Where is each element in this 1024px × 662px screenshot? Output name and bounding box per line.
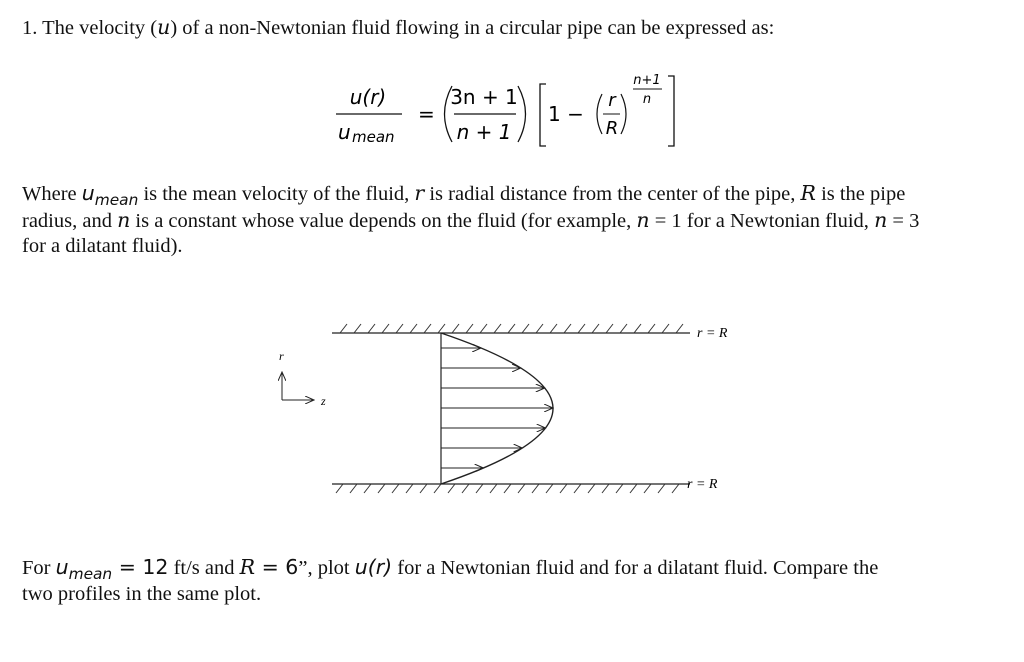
one-minus: 1 − <box>548 102 584 126</box>
problem-statement <box>22 15 774 41</box>
hatch-mark <box>536 324 543 333</box>
z-axis-label: z <box>321 394 326 408</box>
hatch-mark <box>466 324 473 333</box>
bottom-wall-label: r = R <box>687 477 718 492</box>
exponent-denominator: n <box>642 92 652 107</box>
hatch-mark <box>396 324 403 333</box>
hatch-mark <box>602 484 609 493</box>
hatch-mark <box>340 324 347 333</box>
hatch-mark <box>662 324 669 333</box>
hatch-mark <box>494 324 501 333</box>
hatch-mark <box>546 484 553 493</box>
hatch-mark <box>676 324 683 333</box>
r-denominator: R <box>605 118 619 139</box>
bottom-wall-hatching <box>336 484 679 493</box>
hatch-mark <box>508 324 515 333</box>
hatch-mark <box>452 324 459 333</box>
hatch-mark <box>420 484 427 493</box>
hatch-mark <box>644 484 651 493</box>
lhs-denominator-u: u <box>338 120 351 144</box>
hatch-mark <box>522 324 529 333</box>
hatch-mark <box>620 324 627 333</box>
hatch-mark <box>480 324 487 333</box>
hatch-mark <box>406 484 413 493</box>
hatch-mark <box>378 484 385 493</box>
right-paren <box>518 86 526 142</box>
hatch-mark <box>490 484 497 493</box>
where-line-2: radius, and n is a constant whose value depends on the fluid (for example, n = 1 for a Newtonian fluid, n = 3 <box>22 208 920 232</box>
hatch-mark <box>578 324 585 333</box>
final-line-1: For $u_{mean} = 12$ ft/s and R = 6”, plot u(r) for a Newtonian fluid and for a dilatant fluid. Compare the <box>22 555 879 584</box>
hatch-mark <box>350 484 357 493</box>
left-bracket <box>540 84 546 146</box>
velocity-symbol: u <box>157 15 171 39</box>
hatch-mark <box>634 324 641 333</box>
right-bracket <box>668 76 674 146</box>
lhs-numerator: u(r) <box>349 85 387 109</box>
hatch-mark <box>532 484 539 493</box>
lhs-denominator-sub: mean <box>352 128 395 146</box>
r-numerator: r <box>608 90 616 111</box>
final-paragraph <box>22 555 1012 607</box>
hatch-mark <box>434 484 441 493</box>
hatch-mark <box>648 324 655 333</box>
umean-symbol-2: u <box>55 555 69 579</box>
hatch-mark <box>574 484 581 493</box>
hatch-mark <box>382 324 389 333</box>
hatch-mark <box>606 324 613 333</box>
left-paren <box>445 86 453 142</box>
hatch-mark <box>462 484 469 493</box>
where-paragraph <box>22 181 1012 259</box>
hatch-mark <box>550 324 557 333</box>
r-axis-label: r <box>279 349 284 363</box>
hatch-mark <box>658 484 665 493</box>
small-right-paren <box>621 94 626 134</box>
small-left-paren <box>597 94 602 134</box>
where-line-1: Where $u_{mean}$ is the mean velocity of the fluid, r is radial distance from the center of the pipe, R is the pipe <box>22 181 906 210</box>
hatch-mark <box>476 484 483 493</box>
velocity-profile-curve <box>441 333 553 484</box>
hatch-mark <box>588 484 595 493</box>
hatch-mark <box>616 484 623 493</box>
where-line-3: for a dilatant fluid). <box>22 235 183 257</box>
problem-intro-a: The velocity ( <box>42 17 158 39</box>
hatch-mark <box>368 324 375 333</box>
hatch-mark <box>592 324 599 333</box>
final-line-2: two profiles in the same plot. <box>22 583 262 605</box>
hatch-mark <box>336 484 343 493</box>
exponent-numerator: n+1 <box>633 73 661 88</box>
frac-numerator: 3n + 1 <box>450 85 518 109</box>
frac-denominator: n + 1 <box>456 120 512 144</box>
hatch-mark <box>672 484 679 493</box>
umean-symbol: u <box>81 181 95 205</box>
top-wall-hatching <box>340 324 683 333</box>
hatch-mark <box>410 324 417 333</box>
hatch-mark <box>354 324 361 333</box>
top-wall-label: r = R <box>697 326 728 341</box>
hatch-mark <box>560 484 567 493</box>
hatch-mark <box>448 484 455 493</box>
hatch-mark <box>364 484 371 493</box>
ur-symbol: u(r) <box>354 555 393 579</box>
hatch-mark <box>424 324 431 333</box>
hatch-mark <box>504 484 511 493</box>
hatch-mark <box>630 484 637 493</box>
velocity-arrows <box>441 348 553 468</box>
hatch-mark <box>438 324 445 333</box>
problem-intro-b: ) of a non-Newtonian fluid flowing in a circular pipe can be expressed as: <box>170 17 775 39</box>
equals-sign: = <box>418 102 435 126</box>
hatch-mark <box>518 484 525 493</box>
hatch-mark <box>392 484 399 493</box>
problem-number: 1. <box>22 17 38 39</box>
hatch-mark <box>564 324 571 333</box>
